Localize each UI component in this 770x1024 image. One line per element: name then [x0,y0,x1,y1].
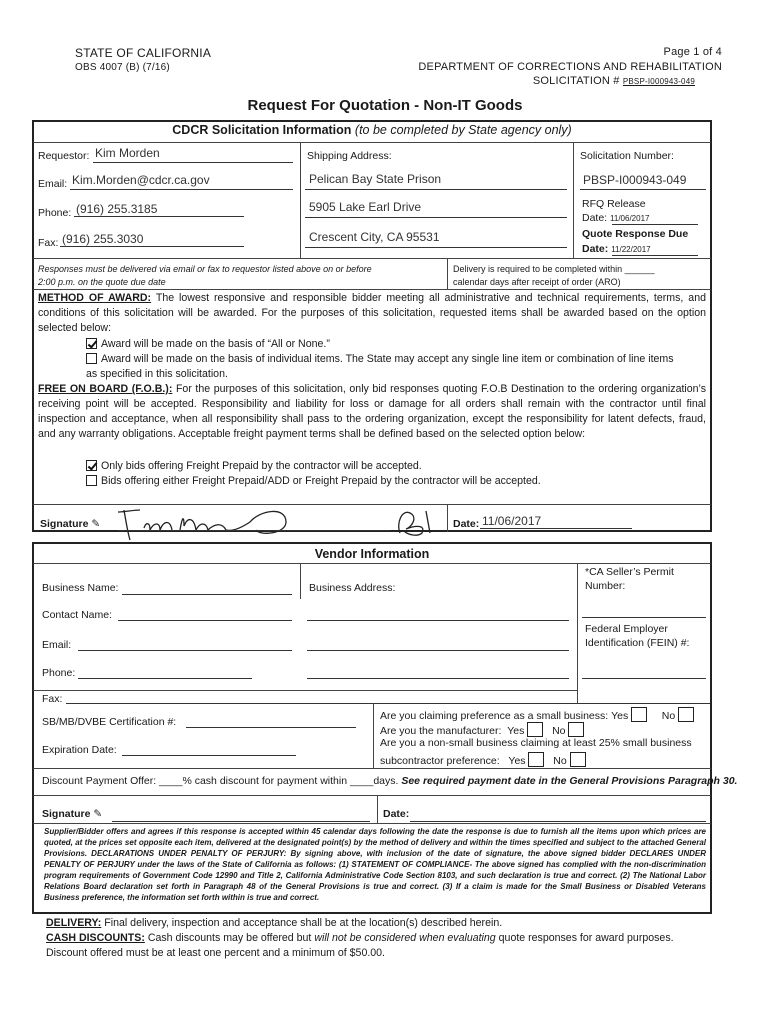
quote-due-label: Quote Response Due [582,228,689,240]
vendor-signature-label: Signature ✎ [42,808,103,820]
business-address-label: Business Address: [309,582,396,594]
rfq-release-label: RFQ Release [582,198,646,210]
fob-opt2-label: Bids offering either Freight Prepaid/ADD or Freight Prepaid by the contractor will be accepted. [101,475,541,487]
delivery-note-2: calendar days after receipt of order (ARO) [453,277,621,287]
shipping-line1[interactable]: Pelican Bay State Prison [309,172,442,186]
cash-discounts-min: Discount offered must be at least one percent and a minimum of $50.00. [46,947,385,959]
quote-date-label: Date: [582,243,609,255]
vendor-signature-field[interactable] [112,821,370,822]
manufacturer-no-box[interactable] [568,722,584,737]
vendor-date-label: Date: [383,808,410,820]
quote-due-date-row [582,243,651,255]
email-label: Email: [38,178,68,190]
responses-note-1: Responses must be delivered via email or fax to requestor listed above on or before [38,264,372,274]
fob-option-either[interactable] [86,474,541,489]
seller-permit-field[interactable] [582,617,706,618]
responses-note-2: 2:00 p.m. on the quote due date [38,277,166,287]
vendor-fax-label: Fax: [42,693,63,705]
page-title: Request For Quotation - Non-IT Goods [247,97,523,114]
pen-icon: ✎ [91,518,101,530]
shipping-line2[interactable]: 5905 Lake Earl Drive [309,200,422,214]
cdcr-section-title: CDCR Solicitation Information [172,123,352,137]
address-line-3[interactable] [307,678,569,679]
solicitation-value: PBSP-I000943-049 [622,77,695,86]
solicitation-number-label: Solicitation Number: [580,150,674,162]
rfq-release-date[interactable]: 11/06/2017 [610,214,650,223]
seller-permit-label-1: *CA Seller’s Permit [585,566,674,578]
cash-discounts-paragraph: CASH DISCOUNTS: Cash discounts may be offered but will not be considered when evaluating quote responses for award purposes. [46,932,674,944]
expiration-date-label: Expiration Date: [42,744,117,756]
fein-label-2: Identification (FEIN) #: [585,637,690,649]
vendor-fax-field[interactable] [66,703,710,704]
requestor-label: Requestor: [38,150,90,162]
requestor-value[interactable]: Kim Morden [95,146,160,160]
business-name-field[interactable] [122,594,292,595]
form-number: OBS 4007 (B) (7/16) [75,62,170,73]
cdcr-section-heading [32,123,712,137]
fein-label-1: Federal Employer [585,623,668,635]
cdcr-date-label: Date: [453,518,480,530]
declarations-fine-print: Supplier/Bidder offers and agrees if this response is accepted within 45 calendar days following the date the response is due to furnish all the items upon which prices are quoted, at the prices set opposite each item, delivered at the designated point(s) by the method of delivery and within the times specified and subject to the attached General Provisions. DECLARATIONS UNDER PENALTY OF PERJURY: By signing above, with inclusion of the date of signature, the above signed bidder DECLARES UNDER PENALTY OF PERJURY under the laws of the State of California as follows: (1) STATEMENT OF COMPLIANCE- The above signed has complied with the non-discrimination program requirements of Government Code 12990 and Title 2, California Administrative Code Section 8103, and such declaration is true and correct. (2) The National Labor Relations Board declaration set forth in Paragraph 48 of the General Provisions is true and correct. (3) If a claim is made for the Small Business or Disabled Veterans Business preference, the information set forth within is true and correct. [44,827,706,902]
rfq-release-date-row [582,212,649,224]
small-business-yes-box[interactable] [631,707,647,722]
vendor-email-label: Email: [42,639,72,651]
manufacturer-question: Are you the manufacturer: Yes No [380,722,584,737]
fein-field[interactable] [582,678,706,679]
cdcr-date-value[interactable]: 11/06/2017 [482,514,542,528]
seller-permit-label-2: Number: [585,580,626,592]
fax-value[interactable]: (916) 255.3030 [62,232,144,246]
vendor-phone-field[interactable] [78,678,252,679]
contact-name-label: Contact Name: [42,609,113,621]
delivery-note-1: Delivery is required to be completed within ______ [453,264,655,274]
checkbox-unchecked[interactable] [86,353,97,364]
free-on-board [38,382,706,442]
vendor-email-field[interactable] [78,650,292,651]
shipping-line3[interactable]: Crescent City, CA 95531 [309,230,440,244]
award-opt2-continued: as specified in this solicitation. [86,368,228,380]
subcontractor-question-1: Are you a non-small business claiming at least 25% small business [380,737,692,749]
solicitation-number-value[interactable]: PBSP-I000943-049 [583,173,687,187]
fob-opt1-label: Only bids offering Freight Prepaid by the contractor will be accepted. [101,460,422,472]
award-opt1-label: Award will be made on the basis of “All or None.” [101,338,330,350]
award-opt2-label: Award will be made on the basis of individual items. The State may accept any single line item or combination of line items [101,353,674,365]
shipping-label: Shipping Address: [307,150,392,162]
sb-certification-label: SB/MB/DVBE Certification #: [42,716,177,728]
department-name: DEPARTMENT OF CORRECTIONS AND REHABILITATION [418,61,722,73]
email-value[interactable]: Kim.Morden@cdcr.ca.gov [72,173,210,187]
fob-text: For the purposes of this solicitation, only bid responses quoting F.O.B Destination to the ordering organization’s receiving point will be accepted. Responsibility and liability for loss or damage for all orders shall remain with the contractor until final inspection and acceptance, when all responsibility shall pass to the ordering organization, except the responsibility for latent defects, fraud, and any warranty obligations. Acceptable freight payment terms shall be defined based on the selected option below: [38,383,706,440]
vendor-section-title: Vendor Information [314,547,430,561]
award-option-all-or-none[interactable] [86,337,330,352]
vendor-date-field[interactable] [410,821,706,822]
cdcr-signature-label: Signature ✎ [40,518,101,530]
solicitation-label: SOLICITATION # [532,75,620,87]
checkbox-unchecked[interactable] [86,475,97,486]
subcontractor-no-box[interactable] [570,752,586,767]
small-business-question: Are you claiming preference as a small business: Yes No [380,707,694,722]
fax-label: Fax: [38,237,59,249]
delivery-paragraph: DELIVERY: Final delivery, inspection and acceptance shall be at the location(s) described herein. [46,917,503,929]
fob-heading: FREE ON BOARD (F.O.B.): [38,383,173,395]
contact-name-field[interactable] [118,620,292,621]
award-heading: METHOD OF AWARD: [38,292,152,304]
checkbox-checked[interactable] [86,460,97,471]
pen-icon: ✎ [93,808,103,820]
quote-due-date[interactable]: 11/22/2017 [611,245,651,254]
initials-mark [392,503,438,537]
solicitation-header [533,75,695,87]
address-line-2[interactable] [307,650,569,651]
fob-option-prepaid[interactable] [86,459,422,474]
business-name-label: Business Name: [42,582,119,594]
expiration-date-field[interactable] [122,755,296,756]
award-option-individual[interactable] [86,352,674,367]
phone-value[interactable]: (916) 255.3185 [76,202,158,216]
handwritten-signature [110,500,350,544]
manufacturer-yes-box[interactable] [527,722,543,737]
subcontractor-question-2: subcontractor preference: Yes No [380,752,586,767]
method-of-award [38,291,706,336]
address-line-1[interactable] [307,620,569,621]
phone-label: Phone: [38,207,72,219]
award-text: The lowest responsive and responsible bidder meeting all administrative and technical requirements, terms, and conditions of this solicitation will be awarded. For the purposes of this solicitation, requested items shall be awarded based on the option selected below: [38,292,706,334]
rfq-date-label: Date: [582,212,608,224]
discount-payment-offer: Discount Payment Offer: ____% cash discount for payment within ____days. See required payment date in the General Provisions Paragraph 30. [42,775,738,787]
checkbox-checked[interactable] [86,338,97,349]
sb-certification-field[interactable] [186,727,356,728]
small-business-no-box[interactable] [678,707,694,722]
page-number: Page 1 of 4 [663,46,722,58]
subcontractor-yes-box[interactable] [528,752,544,767]
cdcr-section-note: (to be completed by State agency only) [354,123,572,137]
state-name: STATE OF CALIFORNIA [75,46,212,60]
vendor-phone-label: Phone: [42,667,76,679]
